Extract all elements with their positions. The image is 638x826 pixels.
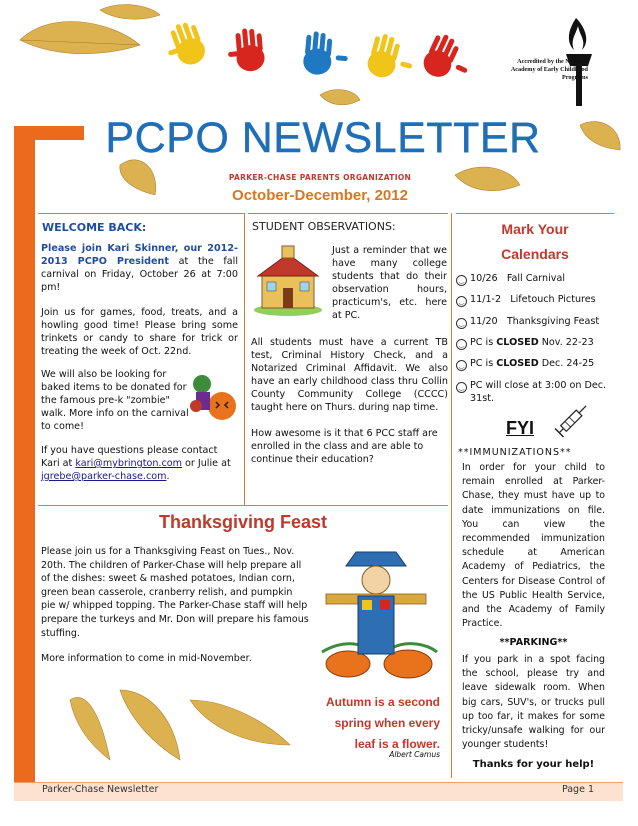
calendar-item <box>456 336 614 349</box>
immunizations-text: In order for your child to remain enrolled at Parker-Chase, they must have up to date immunizations on file. You can view the recommended immunization schedule at American Academy of Pediatrics, the Centers for Disease Control of the US Public Health Service, and the Academy of Family Practice. <box>462 462 605 630</box>
calendar-event: Lifetouch Pictures <box>510 294 596 305</box>
calendar-event: Dec. 24-25 <box>541 358 595 369</box>
calendar-item <box>456 357 614 370</box>
smiley-icon: ‿ <box>456 360 467 371</box>
observations-paragraph-1: Just a reminder that we have many college students that do their observation hours, practicum's, etc. here at PC. <box>332 245 447 321</box>
newsletter-subtitle: PARKER-CHASE PARENTS ORGANIZATION <box>228 173 412 182</box>
closed-label: CLOSED <box>496 358 539 369</box>
calendar-event: Fall Carnival <box>506 273 566 284</box>
divider <box>456 213 614 214</box>
divider <box>38 213 244 214</box>
quote-line: leaf is a flower. <box>354 737 440 751</box>
leaf-icon <box>120 690 180 760</box>
parking-heading: **PARKING** <box>499 637 568 648</box>
calendar-heading: Mark Your <box>501 221 569 237</box>
welcome-paragraph-1 <box>41 242 238 294</box>
newsletter-title: PCPO NEWSLETTER <box>105 114 541 162</box>
welcome-president: Please join Kari Skinner, our 2012-2013 PCPO President <box>41 243 238 267</box>
thanksgiving-paragraph-1: Please join us for a Thanksgiving Feast on Tues., Nov. 20th. The children of Parker-Chase will help prepare all of the dishes: sweet & mashed potatoes, Indian corn, green bean casserole, cranberry relish, and pumpkin pie w/ whipped topping. The Parker-Chase staff will help prepare the turkeys and Mr. Don will prepare his famous stuffing. <box>41 546 309 639</box>
welcome-paragraph-3: We will also be looking for baked items to be donated for the famous pre-k "zombie" walk. More info on the carnival to come! <box>41 369 189 432</box>
calendar-date: PC will close at 3:00 on Dec. <box>470 380 607 391</box>
contact-text-end: . <box>166 471 170 482</box>
quote-author: Albert Camus <box>389 750 440 759</box>
scarecrow-pumpkins-clipart-icon <box>312 540 444 680</box>
quote-line: Autumn is a second <box>325 695 440 709</box>
leaf-icon <box>320 90 360 105</box>
julie-email-link[interactable]: jgrebe@parker-chase.com <box>41 471 167 482</box>
calendar-event: 31st. <box>470 393 495 404</box>
leaf-icon <box>580 122 620 150</box>
calendar-item <box>456 272 614 285</box>
calendar-item <box>456 293 614 306</box>
calendar-heading-2: Calendars <box>501 246 569 262</box>
calendar-date: 11/20 <box>470 316 498 327</box>
welcome-paragraph-4 <box>41 444 238 483</box>
footer-title: Parker-Chase Newsletter <box>42 784 159 795</box>
thanksgiving-paragraph-2: More information to come in mid-November. <box>41 653 252 664</box>
top-orange-bar <box>14 126 84 140</box>
parking-text: If you park in a spot facing the school, please try and leave sidewalk room. When big cars, SUV's, or trucks pull up too far, it makes for some tricky/unsafe walking for our younger students! <box>462 654 605 751</box>
calendar-date: 10/26 <box>470 273 498 284</box>
divider <box>38 505 448 506</box>
left-orange-bar <box>14 126 35 786</box>
smiley-icon: ‿ <box>456 339 467 350</box>
welcome-carnival: at the fall carnival on Friday, October 26 at 7:00 pm! <box>41 256 238 293</box>
kari-email-link[interactable]: kari@mybrington.com <box>75 458 182 469</box>
divider <box>451 213 452 778</box>
welcome-heading: WELCOME BACK: <box>42 221 147 234</box>
schoolhouse-icon <box>252 244 324 316</box>
leaf-icon <box>190 700 290 745</box>
closed-label: CLOSED <box>496 337 539 348</box>
calendar-date: 11/1-2 <box>470 294 502 305</box>
observations-paragraph-2: All students must have a current TB test, Criminal History Check, and a Notarized Criminal Affidavit. We also have an early childhood class thru Collin County Community College (CCCC) taught here on Thurs. during nap time. <box>251 337 448 413</box>
calendar-event: Thanksgiving Feast <box>506 316 600 327</box>
smiley-icon: ‿ <box>456 382 467 393</box>
leaf-icon <box>120 160 156 195</box>
immunizations-heading: **IMMUNIZATIONS** <box>458 447 572 458</box>
calendar-event: Nov. 22-23 <box>541 337 594 348</box>
syringe-icon <box>552 400 592 440</box>
newsletter-dates: October-December, 2012 <box>232 187 408 204</box>
observations-heading: STUDENT OBSERVATIONS: <box>252 220 396 233</box>
autumn-quote <box>300 692 440 755</box>
welcome-paragraph-2: Join us for games, food, treats, and a howling good time! Please bring some trinkets or candy to share for trick or treating the week of Oct. 22nd. <box>41 307 238 357</box>
observations-paragraph-3: How awesome is it that 6 PCC staff are enrolled in the class and are able to continue their education? <box>251 428 438 465</box>
thanksgiving-heading: Thanksgiving Feast <box>158 512 328 532</box>
calendar-item <box>456 315 614 328</box>
divider <box>244 213 245 505</box>
contact-text-mid: or Julie at <box>181 458 231 469</box>
accreditation-text: Accredited by the National Academy of Early Childhood Programs <box>510 58 588 81</box>
calendar-date: PC is <box>470 358 494 369</box>
smiley-icon: ‿ <box>456 275 467 286</box>
calendar-date: PC is <box>470 337 494 348</box>
divider <box>248 213 448 214</box>
contact-text: If you have questions please contact Kari at <box>41 445 218 469</box>
leaf-icon <box>70 698 110 761</box>
smiley-icon: ‿ <box>456 296 467 307</box>
smiley-icon: ‿ <box>456 318 467 329</box>
page-number: Page 1 <box>561 784 594 795</box>
halloween-clipart-icon <box>186 366 242 422</box>
quote-line: spring when every <box>334 716 440 730</box>
thanks-text: Thanks for your help! <box>472 759 595 770</box>
leaf-icon <box>100 5 160 20</box>
fyi-heading: FYI <box>506 418 535 438</box>
leaf-icon <box>20 21 140 53</box>
